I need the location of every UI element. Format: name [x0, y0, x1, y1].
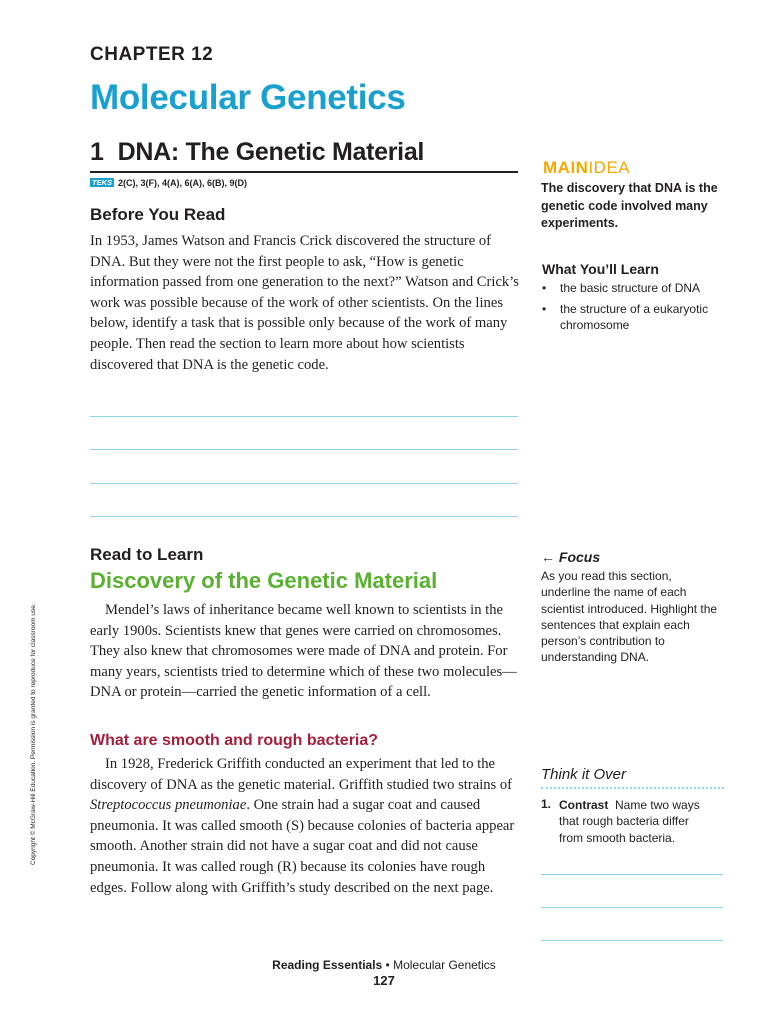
answer-line[interactable]: [541, 874, 723, 875]
learn-list: [542, 280, 742, 338]
footer-book: Reading Essentials: [272, 958, 383, 972]
footer-bullet: •: [382, 958, 394, 972]
think-it-over-heading: Think it Over: [541, 766, 627, 783]
focus-text: As you read this section, underline the name of each scientist introduced. Highlight the sentences that explain each person’s contribution to understanding DNA.: [541, 569, 718, 665]
focus-heading: ← Focus: [541, 549, 601, 565]
section-number: 1: [90, 138, 104, 166]
griffith-paragraph: [90, 754, 520, 898]
question-number: 1.: [541, 797, 552, 811]
dotted-divider: [541, 787, 724, 789]
main-idea-text: The discovery that DNA is the genetic code involved many experiments.: [541, 181, 718, 230]
section-rule: [90, 171, 518, 173]
main-idea-bold: MAIN: [543, 158, 589, 177]
teks-codes: 2(C), 3(F), 4(A), 6(A), 6(B), 9(D): [118, 178, 248, 188]
teks-standards: [90, 178, 247, 188]
footer-title: [0, 958, 768, 972]
answer-line[interactable]: [90, 449, 518, 450]
page-number: 127: [373, 973, 395, 988]
section-title-text: DNA: The Genetic Material: [117, 138, 425, 166]
read-to-learn-heading: Read to Learn: [90, 545, 204, 564]
answer-line[interactable]: [90, 416, 518, 417]
section-title: [90, 138, 424, 167]
question-heading: What are smooth and rough bacteria?: [90, 732, 379, 749]
species-name: Streptococcus pneumoniae: [90, 797, 247, 814]
chapter-label: CHAPTER 12: [90, 44, 214, 65]
what-youll-learn-heading: What You’ll Learn: [542, 261, 659, 277]
footer-topic: Molecular Genetics: [393, 958, 496, 972]
question-text: Name two ways that rough bacteria differ from smooth bacteria.: [559, 798, 700, 845]
griffith-text-part1: In 1928, Frederick Griffith conducted an experiment that led to the discovery of DNA as the genetic material. Griffith studied two strains of: [90, 756, 513, 793]
chapter-title: Molecular Genetics: [90, 78, 406, 117]
answer-line[interactable]: [90, 516, 518, 517]
think-question: [541, 797, 716, 846]
question-label: Contrast: [559, 798, 609, 812]
discovery-subheading: Discovery of the Genetic Material: [90, 568, 438, 593]
list-item: • the structure of a eukaryotic chromosome: [542, 301, 742, 333]
main-idea-heading: [543, 158, 630, 178]
before-you-read-heading: Before You Read: [90, 205, 226, 224]
before-you-read-paragraph: In 1953, James Watson and Francis Crick discovered the structure of DNA. But they were not the first people to ask, “How is genetic information passed from one generation to the next?” Watson and Crick’s work was possible because of the work of other scientists. On the lines below, identify a task that is possible only because of the work of many people. Then read the section to learn more about how scientists discovered that DNA is the genetic code.: [90, 233, 519, 373]
answer-line[interactable]: [90, 483, 518, 484]
teks-badge: TEKS: [92, 178, 113, 187]
answer-line[interactable]: [541, 940, 723, 941]
copyright-notice: Copyright © McGraw-Hill Education. Permission is granted to reproduce for classroom use.: [30, 603, 37, 865]
main-idea-thin: IDEA: [588, 158, 631, 177]
griffith-text-part2: . One strain had a sugar coat and caused pneumonia. It was called smooth (S) because colonies of bacteria appear smooth. Another strain did not have a sugar coat and did not cause pneumonia. It was called rough (R) because its colonies have rough edges. Follow along with Griffith’s study described on the next page.: [90, 797, 515, 896]
answer-line[interactable]: [541, 907, 723, 908]
mendel-paragraph: Mendel’s laws of inheritance became well known to scientists in the early 1900s. Scientists knew that genes were carried on chromosomes. They also knew that chromosomes were made of DNA and protein. For many years, scientists tried to determine which of these two molecules—DNA or protein—carried the genetic information of a cell.: [90, 602, 517, 701]
list-item: • the basic structure of DNA: [542, 280, 742, 296]
